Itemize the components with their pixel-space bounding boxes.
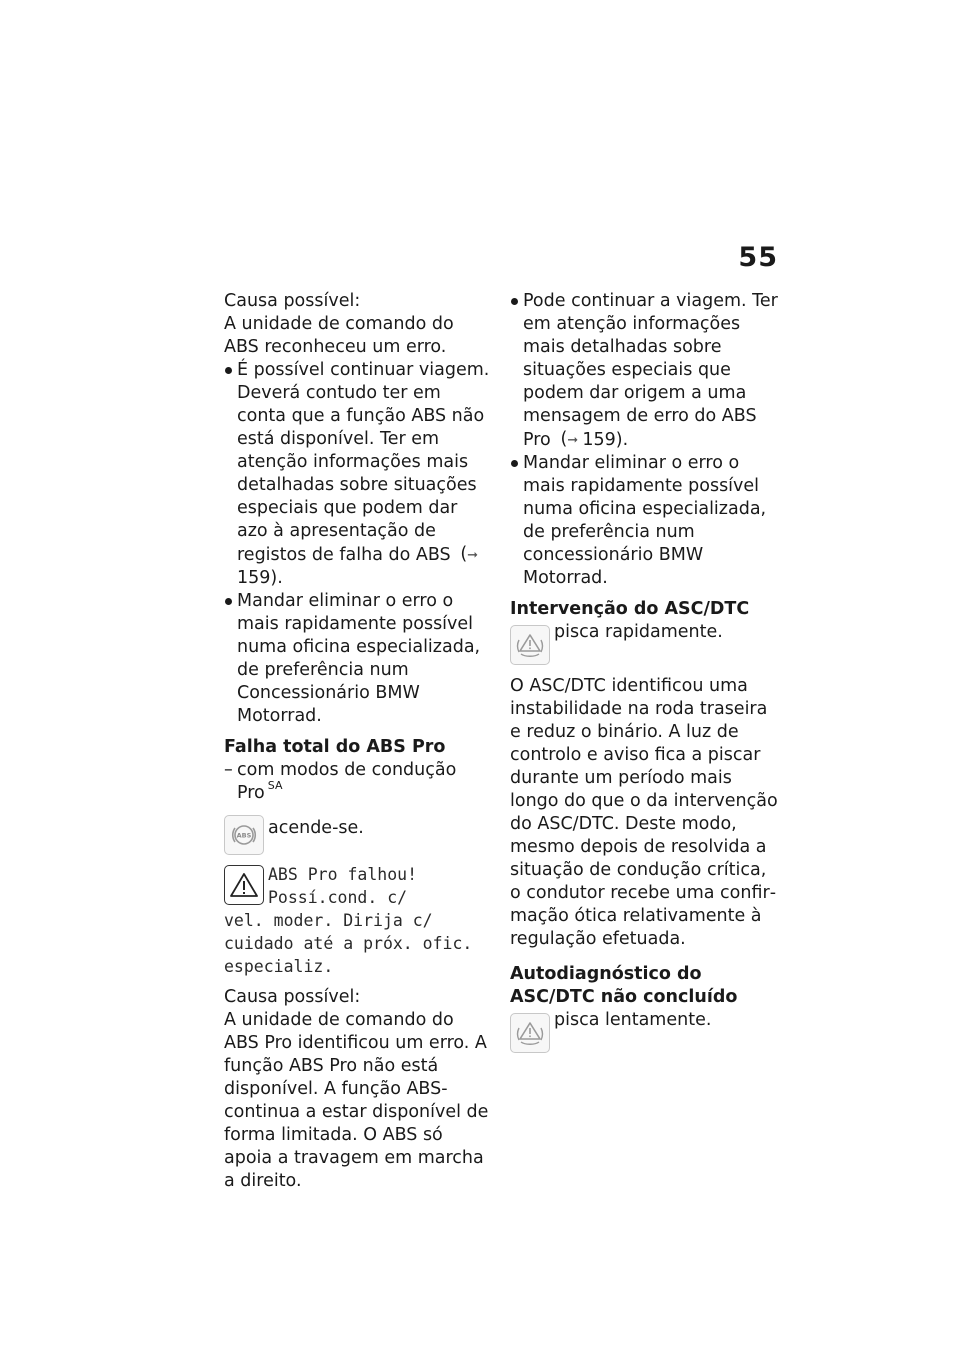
abs-lamp-label: ABS <box>236 831 252 840</box>
lamp-status: pisca rapidamente. <box>554 622 723 642</box>
section-heading: Falha total do ABS Pro <box>224 737 446 757</box>
display-line-1: ABS Pro falhou! <box>268 865 418 884</box>
lamp-status: acende-se. <box>268 818 364 838</box>
section-heading: Intervenção do ASC/DTC <box>510 599 750 619</box>
left-column <box>224 290 492 1193</box>
right-column <box>510 290 778 1049</box>
cause-label: Causa possível: <box>224 291 361 311</box>
display-message <box>224 863 492 978</box>
bullet-text: Mandar eliminar o erro o mais rapidamente possível numa oficina especializada, de preferência num Concessionário BMW Motorrad. <box>237 591 481 726</box>
option-superscript: SA <box>267 779 283 793</box>
arrow-right-icon: (➞ <box>460 544 479 564</box>
asc-lamp-row <box>510 1009 778 1049</box>
list-item <box>224 590 492 728</box>
arrow-right-icon: (➞ <box>560 429 579 449</box>
page-reference: 159). <box>237 568 283 588</box>
cause-text: A unidade de comando do ABS reconheceu um erro. <box>224 314 454 357</box>
list-item <box>224 359 492 590</box>
page-reference: 159). <box>582 430 629 450</box>
cause-label: Causa possível: <box>224 987 361 1007</box>
lamp-status: pisca lentamente. <box>554 1010 712 1030</box>
cause-text: A unidade de comando do ABS Pro identificou um erro. A função ABS Pro não está disponível. A função ABS-continua a estar disponível de forma limitada. O ABS só apoia a travagem em marcha a direito. <box>224 1010 489 1191</box>
bullet-text: Mandar eliminar o erro o mais rapidamente possível numa oficina especializada, de preferência num concessionário BMW Motorrad. <box>523 453 767 588</box>
list-item <box>510 452 778 590</box>
bullet-text: É possível continuar viagem. Deverá contudo ter em conta que a função ABS não está disponível. Ter em atenção informações mais detalhadas sobre situações especiais que podem dar azo à apresentação de registos de falha do ABS <box>237 360 490 565</box>
paragraph: O ASC/DTC identificou uma instabilidade na roda traseira e reduz o binário. A luz de controlo e aviso fica a piscar durante um período mais longo do que o da intervenção do ASC/DTC. Deste modo, mesmo depois de resolvida a situação de condução crítica, o condutor recebe uma confirmação ótica relativamente à regulação efetuada. <box>510 676 778 949</box>
page-number: 55 <box>738 242 778 273</box>
display-line-2: Possí.cond. c/ <box>268 888 408 907</box>
condition-item <box>224 759 492 805</box>
asc-lamp-row <box>510 621 778 661</box>
asc-dtc-lamp-icon <box>510 1013 550 1053</box>
asc-dtc-lamp-icon <box>510 625 550 665</box>
condition-text: com modos de condução Pro <box>237 760 457 803</box>
bullet-text: Pode continuar a viagem. Ter em atenção informações mais detalhadas sobre situações especiais que podem dar origem a uma mensagem de erro do ABS Pro <box>523 291 778 450</box>
abs-warning-lamp-icon <box>224 815 264 855</box>
section-heading: Autodiagnóstico do ASC/DTC não concluído <box>510 964 738 1007</box>
abs-lamp-row <box>224 815 492 855</box>
display-line-rest: vel. moder. Dirija c/ cuidado até a próx. ofic. especializ. <box>224 911 473 976</box>
list-item <box>510 290 778 452</box>
warning-triangle-icon <box>224 865 264 905</box>
